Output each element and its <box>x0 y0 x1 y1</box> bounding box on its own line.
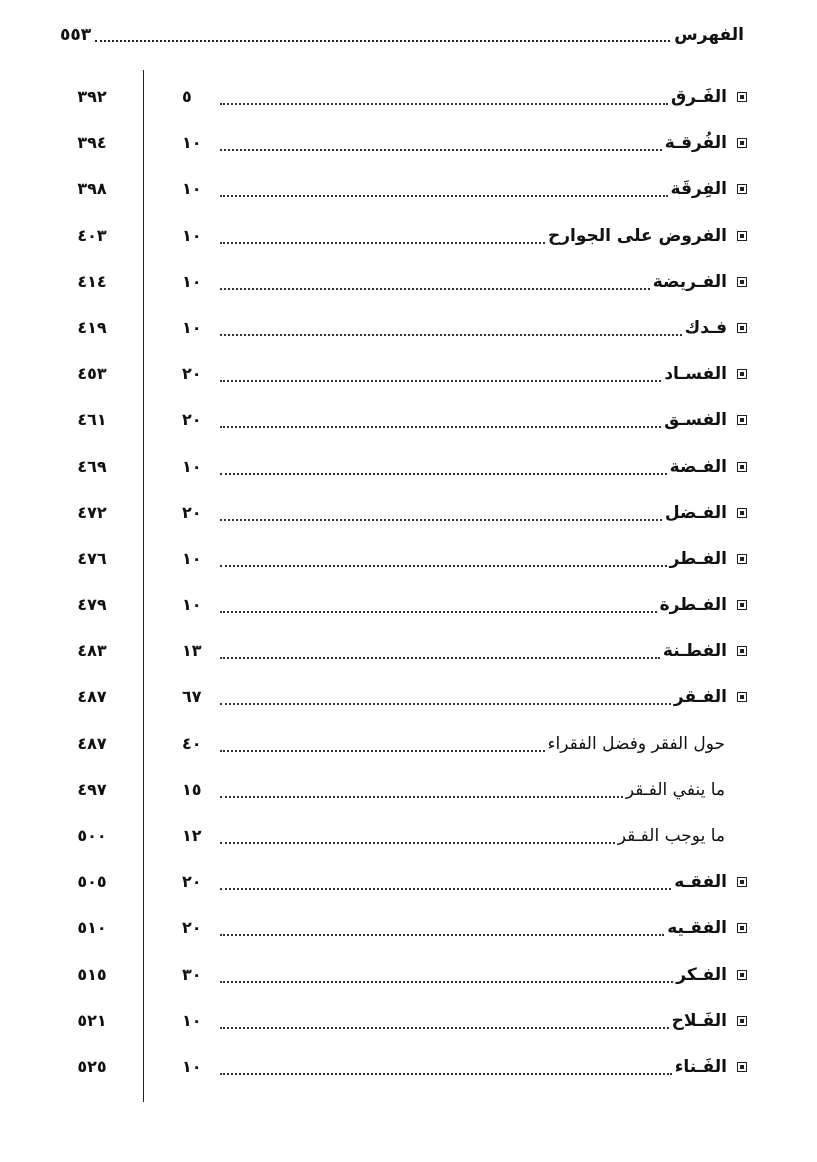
index-row <box>0 905 817 951</box>
index-row <box>0 74 817 120</box>
square-bullet-icon <box>737 600 747 610</box>
leader-dots <box>220 505 662 521</box>
square-bullet-icon <box>737 277 747 287</box>
index-row <box>0 1044 817 1090</box>
index-row <box>0 767 817 813</box>
entry-page-number: ٤٠٣ <box>77 225 107 245</box>
entry <box>217 83 747 111</box>
entry <box>217 453 747 481</box>
leader-dots <box>220 181 668 197</box>
entry-term: حول الفقر وفضل الفقراء <box>547 733 725 754</box>
entry <box>217 868 747 896</box>
entry-page-number: ٤٧٩ <box>77 595 107 615</box>
header-page-number: ٥٥٣ <box>60 25 92 45</box>
index-row <box>0 628 817 674</box>
leader-dots <box>220 1059 672 1075</box>
entry-page-number: ٤١٤ <box>77 271 107 291</box>
index-row <box>0 213 817 259</box>
leader-dots <box>220 89 668 105</box>
leader-dots <box>220 135 662 151</box>
entry-page-number: ٤٧٦ <box>77 548 107 568</box>
square-bullet-icon <box>737 1062 747 1072</box>
entry-page-number: ٤٦١ <box>77 410 107 430</box>
entry-page-number: ٥١٥ <box>77 964 107 984</box>
index-row <box>0 998 817 1044</box>
entry-page-number: ٥٠٠ <box>77 826 107 845</box>
entry-term: الفطـنة <box>662 641 727 662</box>
entry-term: الفـضة <box>669 456 727 477</box>
leader-dots <box>220 920 664 936</box>
leader-dots <box>220 320 682 336</box>
header-title: الفهرس <box>674 25 744 45</box>
entry <box>217 360 747 388</box>
entry-count: ١٠ <box>182 317 202 337</box>
entry-count: ١٠ <box>182 271 202 291</box>
square-bullet-icon <box>737 1016 747 1026</box>
square-bullet-icon <box>737 646 747 656</box>
entry-count: ١٠ <box>182 1056 202 1076</box>
entry-term: ما يوجب الفـقر <box>617 826 725 846</box>
square-bullet-icon <box>737 184 747 194</box>
entry-term: الفـطر <box>669 548 727 569</box>
entry-term: الفقـه <box>674 872 727 893</box>
entry-count: ١٢ <box>182 826 202 845</box>
leader-dots <box>220 643 660 659</box>
entry-count: ١٣ <box>182 641 202 661</box>
entry-count: ١٥ <box>182 779 202 799</box>
entry <box>217 499 747 527</box>
square-bullet-icon <box>737 323 747 333</box>
entry-page-number: ٤٥٣ <box>77 364 107 384</box>
index-row <box>0 721 817 767</box>
entry-page-number: ٤٦٩ <box>77 456 107 476</box>
subentry <box>217 822 725 850</box>
entry-term: ما ينفي الفـقر <box>625 779 725 800</box>
leader-dots <box>220 551 667 567</box>
entry-page-number: ٤٨٧ <box>77 733 107 753</box>
leader-dots <box>220 1013 669 1029</box>
index-row <box>0 397 817 443</box>
entry-page-number: ٣٩٢ <box>77 87 107 106</box>
entry <box>217 222 747 250</box>
entry <box>217 1053 747 1081</box>
header-leader-dots <box>95 28 670 42</box>
leader-dots <box>220 689 671 705</box>
entry-page-number: ٥٠٥ <box>77 872 107 892</box>
entry-count: ٤٠ <box>182 733 202 753</box>
entry-count: ٢٠ <box>182 410 202 430</box>
entry-term: الفـكر <box>676 964 727 985</box>
subentry <box>217 776 725 804</box>
entry <box>217 961 747 989</box>
leader-dots <box>220 967 673 983</box>
entry-term: الفقـيه <box>667 918 727 939</box>
entry-count: ١٠ <box>182 548 202 568</box>
entry-count: ١٠ <box>182 225 202 245</box>
entry <box>217 406 747 434</box>
square-bullet-icon <box>737 138 747 148</box>
index-row <box>0 259 817 305</box>
entry-term: الفُرقـة <box>664 133 727 154</box>
entry-page-number: ٥٢٥ <box>77 1056 107 1076</box>
entry-page-number: ٤٨٣ <box>77 641 107 661</box>
index-row <box>0 859 817 905</box>
entry-count: ١٠ <box>182 1010 202 1030</box>
entry <box>217 545 747 573</box>
entry-term: الفـقر <box>673 687 727 708</box>
entry <box>217 129 747 157</box>
index-row <box>0 536 817 582</box>
entry-term: الفِرقَة <box>670 179 727 200</box>
square-bullet-icon <box>737 877 747 887</box>
entry-count: ١٠ <box>182 133 202 153</box>
index-row <box>0 952 817 998</box>
index-row <box>0 351 817 397</box>
index-row <box>0 582 817 628</box>
entry-term: الفروض على الجوارح <box>547 225 727 246</box>
index-row <box>0 120 817 166</box>
entry-page-number: ٥٢١ <box>77 1010 107 1030</box>
entry-count: ٢٠ <box>182 918 202 938</box>
entry <box>217 914 747 942</box>
leader-dots <box>220 736 545 752</box>
entry-page-number: ٤٧٢ <box>77 502 107 522</box>
entry-term: فـدك <box>684 317 727 338</box>
entry-count: ٦٧ <box>182 687 202 707</box>
leader-dots <box>220 366 661 382</box>
entry-count: ١٠ <box>182 179 202 199</box>
square-bullet-icon <box>737 923 747 933</box>
subentry <box>217 730 725 758</box>
entry <box>217 314 747 342</box>
square-bullet-icon <box>737 231 747 241</box>
leader-dots <box>220 412 661 428</box>
entry-page-number: ٣٩٨ <box>77 179 107 199</box>
leader-dots <box>220 828 615 844</box>
entry <box>217 591 747 619</box>
entry <box>217 175 747 203</box>
square-bullet-icon <box>737 508 747 518</box>
entry <box>217 683 747 711</box>
index-row <box>0 674 817 720</box>
index-row <box>0 444 817 490</box>
leader-dots <box>220 782 623 798</box>
leader-dots <box>220 274 650 290</box>
entry-term: الفـريضة <box>652 271 727 292</box>
square-bullet-icon <box>737 369 747 379</box>
index-row <box>0 305 817 351</box>
index-entries <box>0 74 817 1090</box>
square-bullet-icon <box>737 554 747 564</box>
entry-count: ٥ <box>182 87 192 106</box>
index-row <box>0 490 817 536</box>
entry-page-number: ٣٩٤ <box>77 133 107 153</box>
square-bullet-icon <box>737 92 747 102</box>
index-row <box>0 813 817 859</box>
leader-dots <box>220 874 671 890</box>
entry <box>217 1007 747 1035</box>
entry-term: الفسـق <box>664 410 727 431</box>
entry-term: الفسـاد <box>664 364 727 385</box>
entry-term: الفـطرة <box>659 595 727 616</box>
entry-term: الفَـناء <box>674 1056 727 1077</box>
page-header <box>60 20 744 50</box>
leader-dots <box>220 228 545 244</box>
entry-count: ١٠ <box>182 595 202 615</box>
leader-dots <box>220 459 667 475</box>
entry-count: ٢٠ <box>182 364 202 384</box>
entry-term: الفَـلاح <box>671 1010 727 1031</box>
entry-page-number: ٥١٠ <box>77 918 107 938</box>
index-row <box>0 166 817 212</box>
square-bullet-icon <box>737 692 747 702</box>
entry-term: الفَـرق <box>670 87 727 107</box>
entry-count: ٢٠ <box>182 872 202 892</box>
entry-page-number: ٤١٩ <box>77 317 107 337</box>
leader-dots <box>220 597 657 613</box>
entry <box>217 268 747 296</box>
entry-page-number: ٤٩٧ <box>77 779 107 799</box>
entry <box>217 637 747 665</box>
entry-count: ١٠ <box>182 456 202 476</box>
square-bullet-icon <box>737 970 747 980</box>
entry-term: الفـضل <box>664 502 727 523</box>
square-bullet-icon <box>737 415 747 425</box>
square-bullet-icon <box>737 462 747 472</box>
entry-count: ٣٠ <box>182 964 202 984</box>
entry-count: ٢٠ <box>182 502 202 522</box>
entry-page-number: ٤٨٧ <box>77 687 107 707</box>
